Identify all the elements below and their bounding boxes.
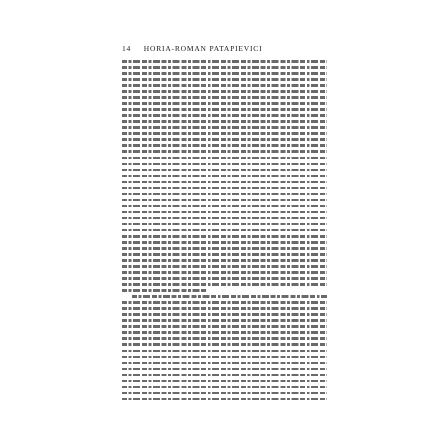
text-line [122, 169, 327, 172]
text-line [122, 120, 327, 123]
text-line [122, 163, 327, 166]
text-line [122, 235, 327, 238]
text-line [122, 374, 327, 377]
text-line [122, 386, 327, 389]
text-line [122, 193, 327, 196]
paragraph [122, 60, 327, 292]
running-header [122, 44, 262, 53]
text-line [122, 313, 327, 316]
text-line [122, 199, 327, 202]
text-line [122, 114, 327, 117]
text-line [122, 138, 327, 141]
body-text [122, 60, 327, 404]
text-line [122, 72, 327, 75]
text-line [122, 205, 327, 208]
text-line [122, 126, 327, 129]
text-line [122, 102, 327, 105]
text-line [122, 108, 327, 111]
text-line [122, 380, 327, 383]
text-line [122, 392, 327, 395]
text-line [122, 66, 327, 69]
text-line [122, 283, 327, 286]
text-line [122, 247, 327, 250]
text-line [122, 368, 327, 371]
text-line [122, 343, 327, 346]
text-line [122, 301, 327, 304]
text-line [122, 253, 327, 256]
text-line [122, 350, 327, 353]
text-line [122, 150, 327, 153]
text-line [122, 271, 327, 274]
text-line [122, 223, 327, 226]
text-line [122, 84, 327, 87]
paragraph [122, 295, 327, 400]
text-line [122, 362, 327, 365]
text-line [122, 78, 327, 81]
text-line [132, 295, 327, 298]
text-line [122, 307, 327, 310]
text-line [122, 175, 327, 178]
text-line [122, 217, 327, 220]
text-line [122, 325, 327, 328]
text-line [122, 60, 327, 63]
text-line [122, 289, 207, 292]
text-line [122, 319, 327, 322]
page-number: 14 [122, 44, 132, 53]
text-line [122, 96, 327, 99]
text-line [122, 337, 327, 340]
text-line [122, 229, 327, 232]
text-line [122, 181, 327, 184]
text-line [122, 277, 327, 280]
text-line [122, 132, 327, 135]
text-line [122, 259, 327, 262]
text-line [122, 331, 327, 334]
text-line [122, 241, 327, 244]
text-line [122, 144, 327, 147]
running-title: HORIA-ROMAN PATAPIEVICI [143, 44, 263, 53]
text-line [122, 211, 327, 214]
text-line [122, 157, 327, 160]
text-line [122, 90, 327, 93]
text-line [122, 187, 327, 190]
text-line [122, 356, 327, 359]
text-line [122, 265, 327, 268]
text-line [122, 398, 327, 401]
